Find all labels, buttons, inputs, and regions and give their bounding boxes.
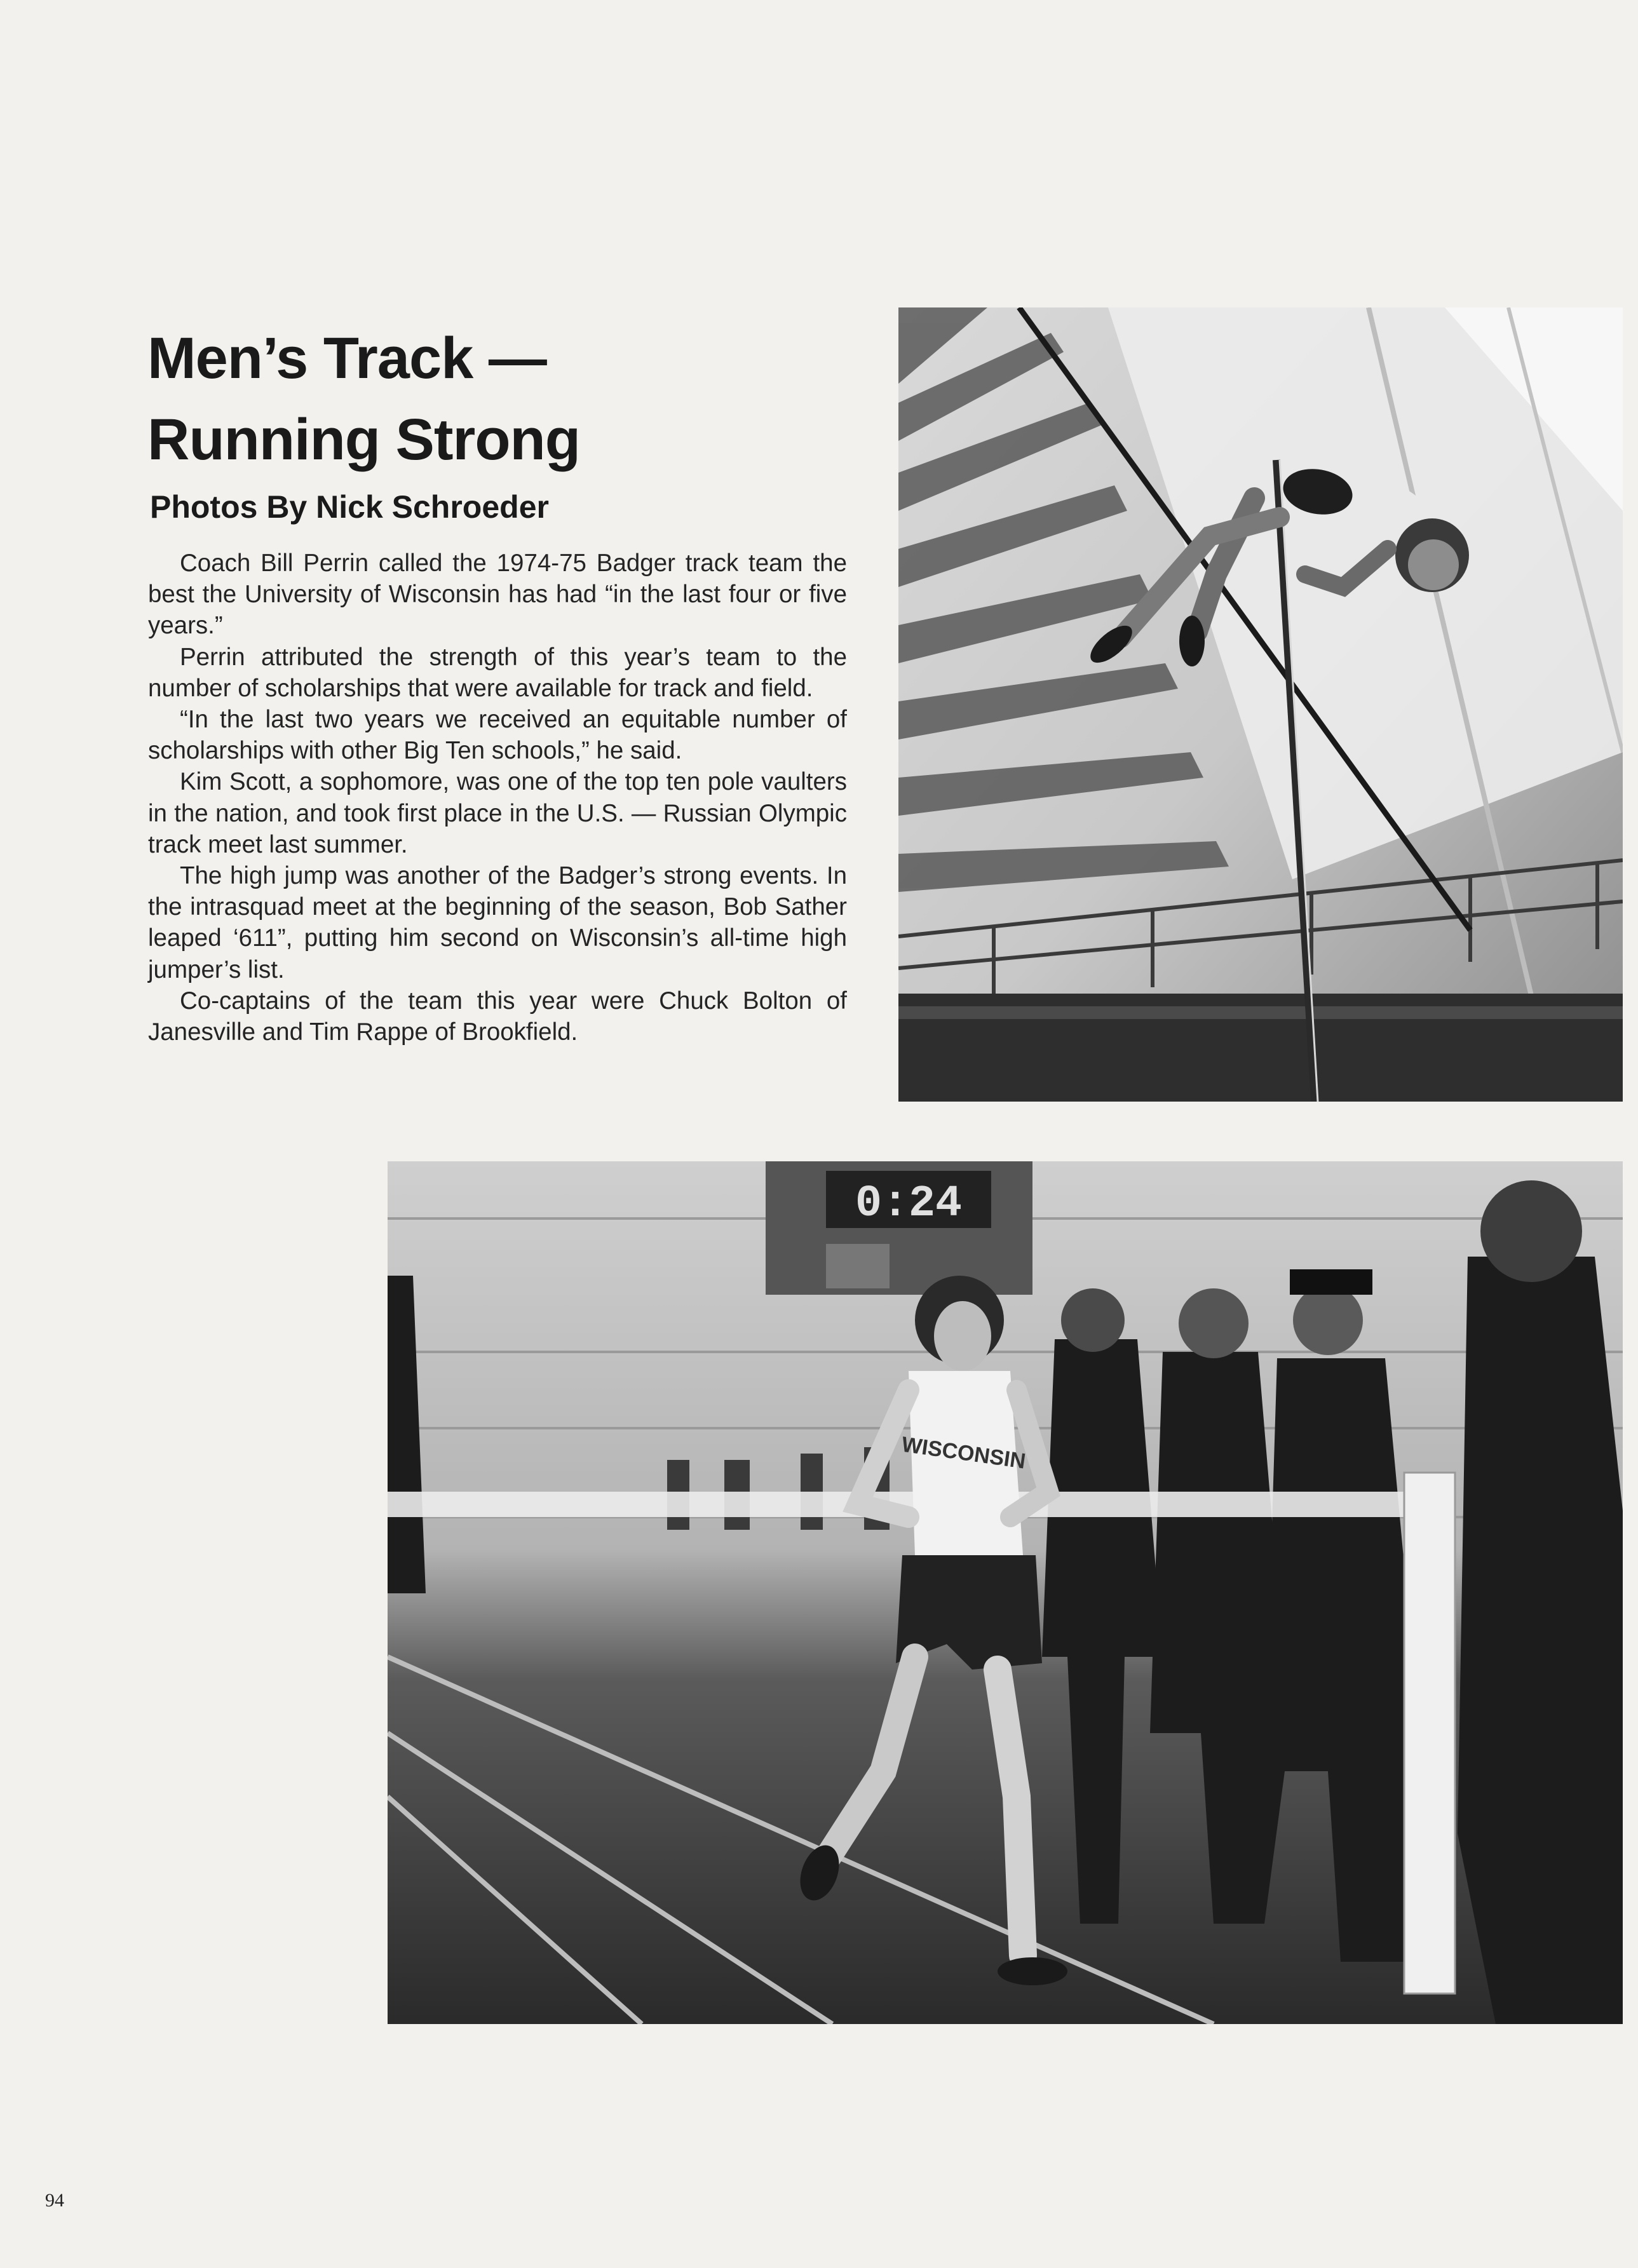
bleed-through-text (391, 60, 407, 143)
scoreboard-readout: 0:24 (855, 1179, 963, 1229)
paragraph: “In the last two years we received an equitable number of scholarships with other Big Ten schools,” he said. (148, 706, 847, 765)
article-body (148, 548, 847, 1048)
finish-line-image (388, 1161, 1623, 2024)
paragraph: Kim Scott, a sophomore, was one of the top ten pole vaulters in the nation, and took first place in the U.S. — Russian Olympic track meet last summer. (148, 768, 847, 858)
paragraph: Perrin attributed the strength of this year’s team to the number of scholarships that were available for track and field. (148, 643, 847, 702)
paragraph: Co-captains of the team this year were Chuck Bolton of Janesville and Tim Rappe of Brookfield. (148, 987, 847, 1046)
pole-vault-photo (898, 307, 1623, 1102)
photo-credit: Photos By Nick Schroeder (150, 489, 549, 525)
paragraph: Coach Bill Perrin called the 1974-75 Badger track team the best the University of Wisconsin has had “in the last four or five years.” (148, 550, 847, 640)
pole-vault-image (898, 307, 1623, 1102)
paragraph: The high jump was another of the Badger’s strong events. In the intrasquad meet at the beginning of the season, Bob Sather leaped ‘611”, putting him second on Wisconsin’s all-time high jumper’s list. (148, 862, 847, 983)
page-number: 94 (45, 2190, 64, 2211)
jersey-lettering: WISCONSIN (900, 1432, 1027, 1474)
headline-line-1: Men’s Track — (147, 326, 546, 391)
headline-line-2: Running Strong (147, 407, 580, 472)
article-headline (147, 318, 846, 480)
finish-line-photo (388, 1161, 1623, 2024)
